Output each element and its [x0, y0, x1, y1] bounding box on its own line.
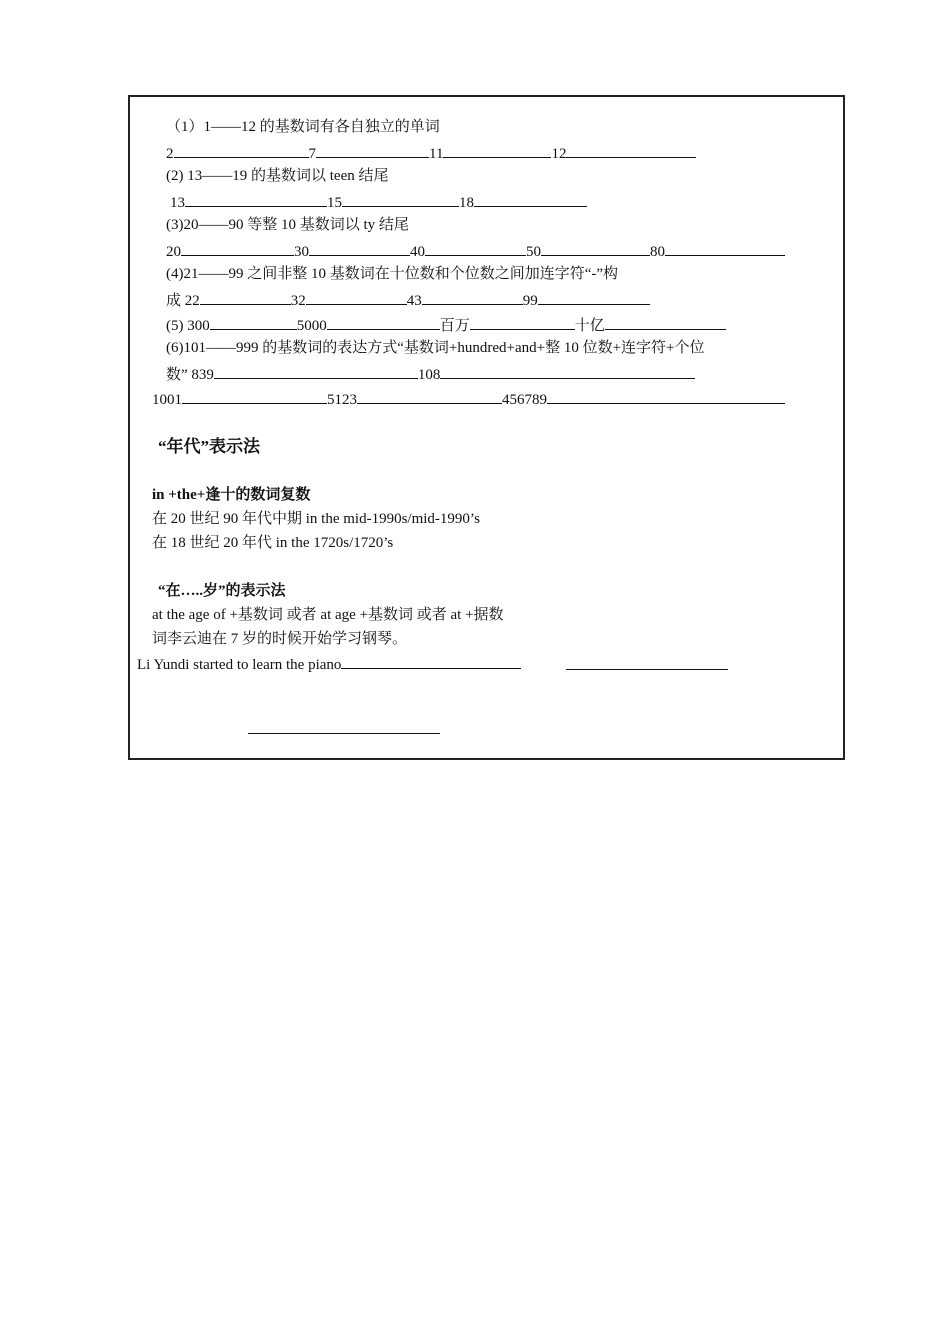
age-example-cn: 词李云迪在 7 岁的时候开始学习钢琴。 — [152, 631, 408, 647]
age-example-en: Li Yundi started to learn the piano — [137, 654, 521, 674]
decades-example-1: 在 20 世纪 90 年代中期 in the mid-1990s/mid-1990’s — [152, 511, 480, 527]
rule-4: (4)21——99 之间非整 10 基数词在十位数和个位数之间加连字符“-”构 — [166, 266, 619, 282]
answer-blank[interactable] — [547, 389, 785, 404]
answer-blank[interactable] — [342, 192, 459, 207]
answer-blank[interactable] — [443, 143, 551, 158]
answer-blank[interactable] — [200, 290, 291, 305]
answer-blank[interactable] — [185, 192, 327, 207]
answer-blank[interactable] — [422, 290, 523, 305]
answer-blank[interactable] — [566, 669, 728, 670]
answer-blank[interactable] — [440, 364, 695, 379]
answer-blank[interactable] — [470, 315, 575, 330]
answer-blank[interactable] — [327, 315, 440, 330]
blank-row-5: (5) 300 5000 百万 十亿 — [166, 315, 726, 335]
section-heading-decades: “年代”表示法 — [158, 437, 260, 456]
answer-blank[interactable] — [182, 389, 327, 404]
answer-blank[interactable] — [425, 241, 526, 256]
section-heading-age: “在…..岁”的表示法 — [158, 583, 286, 599]
answer-blank[interactable] — [665, 241, 785, 256]
rule-3: (3)20——90 等整 10 基数词以 ty 结尾 — [166, 217, 409, 233]
answer-blank[interactable] — [174, 143, 309, 158]
answer-blank[interactable] — [306, 290, 407, 305]
answer-blank[interactable] — [566, 143, 696, 158]
blank-row-1: 2 7 11 12 — [166, 143, 696, 163]
blank-row-3: 20 30 40 50 80 — [166, 241, 785, 261]
blank-row-7: 1001 5123 456789 — [152, 389, 785, 409]
answer-blank[interactable] — [210, 315, 297, 330]
rule-6: (6)101——999 的基数词的表达方式“基数词+hundred+and+整 10 位数+连字符+个位 — [166, 340, 705, 356]
rule-1: （1）1——12 的基数词有各自独立的单词 — [166, 119, 440, 135]
answer-blank[interactable] — [248, 733, 440, 734]
answer-blank[interactable] — [214, 364, 418, 379]
decades-rule: in +the+逢十的数词复数 — [152, 487, 311, 503]
answer-blank[interactable] — [541, 241, 650, 256]
blank-row-4: 成 22 32 43 99 — [166, 290, 650, 310]
blank-row-2: 13 15 18 — [170, 192, 587, 212]
decades-example-2: 在 18 世纪 20 年代 in the 1720s/1720’s — [152, 535, 394, 551]
answer-blank[interactable] — [474, 192, 587, 207]
answer-blank[interactable] — [181, 241, 294, 256]
answer-blank[interactable] — [309, 241, 410, 256]
age-rule: at the age of +基数词 或者 at age +基数词 或者 at +据数 — [152, 607, 504, 623]
answer-blank[interactable] — [605, 315, 726, 330]
rule-2: (2) 13——19 的基数词以 teen 结尾 — [166, 168, 389, 184]
answer-blank[interactable] — [316, 143, 429, 158]
answer-blank[interactable] — [538, 290, 650, 305]
answer-blank[interactable] — [341, 654, 521, 669]
answer-blank[interactable] — [357, 389, 502, 404]
blank-row-6: 数” 839 108 — [166, 364, 695, 384]
